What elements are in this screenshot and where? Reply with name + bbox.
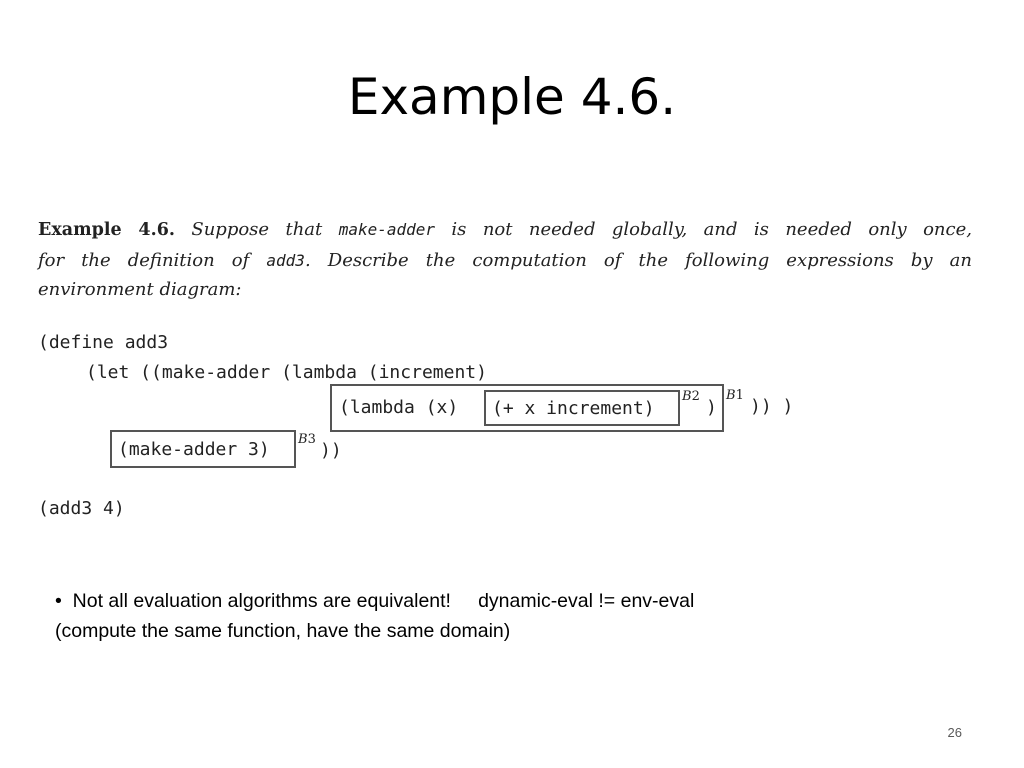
example-paragraph <box>38 215 972 305</box>
code-close-b1: )) ) <box>750 396 794 417</box>
code-define-line: (define add3 <box>38 332 169 353</box>
label-b1: B1 <box>726 388 744 403</box>
paragraph-line-1 <box>38 215 972 246</box>
lambda-box-b1 <box>330 384 724 432</box>
code-close-b2: ) <box>706 397 717 418</box>
code-application: (add3 4) <box>38 498 125 519</box>
paragraph-text: Describe the computation of the following expressions by an <box>327 249 972 271</box>
paragraph-text: for the definition of <box>38 249 250 271</box>
label-b3: B3 <box>298 432 316 447</box>
code-body: (+ x increment) <box>492 398 655 419</box>
body-box-b2 <box>484 390 680 426</box>
paragraph-text: is not needed globally, and is needed only once, <box>451 219 972 240</box>
notes <box>55 586 955 646</box>
label-b2: B2 <box>682 389 700 404</box>
code-call: (make-adder 3) <box>118 439 270 460</box>
code-let-line: (let ((make-adder (lambda (increment) <box>86 362 487 383</box>
paragraph-line-3: environment diagram: <box>38 279 242 300</box>
note-text: dynamic-eval != env-eval <box>478 590 695 612</box>
textbook-excerpt <box>38 210 974 530</box>
example-heading: Example 4.6. <box>38 220 175 240</box>
note-line-2: (compute the same function, have the same domain) <box>55 620 511 642</box>
bullet-dot-icon: • <box>55 590 62 612</box>
call-box-b3 <box>110 430 296 468</box>
paragraph-line-2: for the definition of add3. Describe the computation of the following expressions by an <box>38 249 972 271</box>
note-text: Not all evaluation algorithms are equivalent! <box>72 590 451 612</box>
inline-code: add3 <box>266 250 305 270</box>
code-lambda-open: (lambda (x) <box>339 397 459 418</box>
page-number: 26 <box>947 725 962 740</box>
paragraph-text: Suppose that <box>191 219 323 240</box>
bullet-line <box>55 586 955 616</box>
inline-code: make-adder <box>338 220 436 239</box>
slide-title: Example 4.6. <box>347 68 677 126</box>
code-close-b3: )) <box>320 440 342 461</box>
